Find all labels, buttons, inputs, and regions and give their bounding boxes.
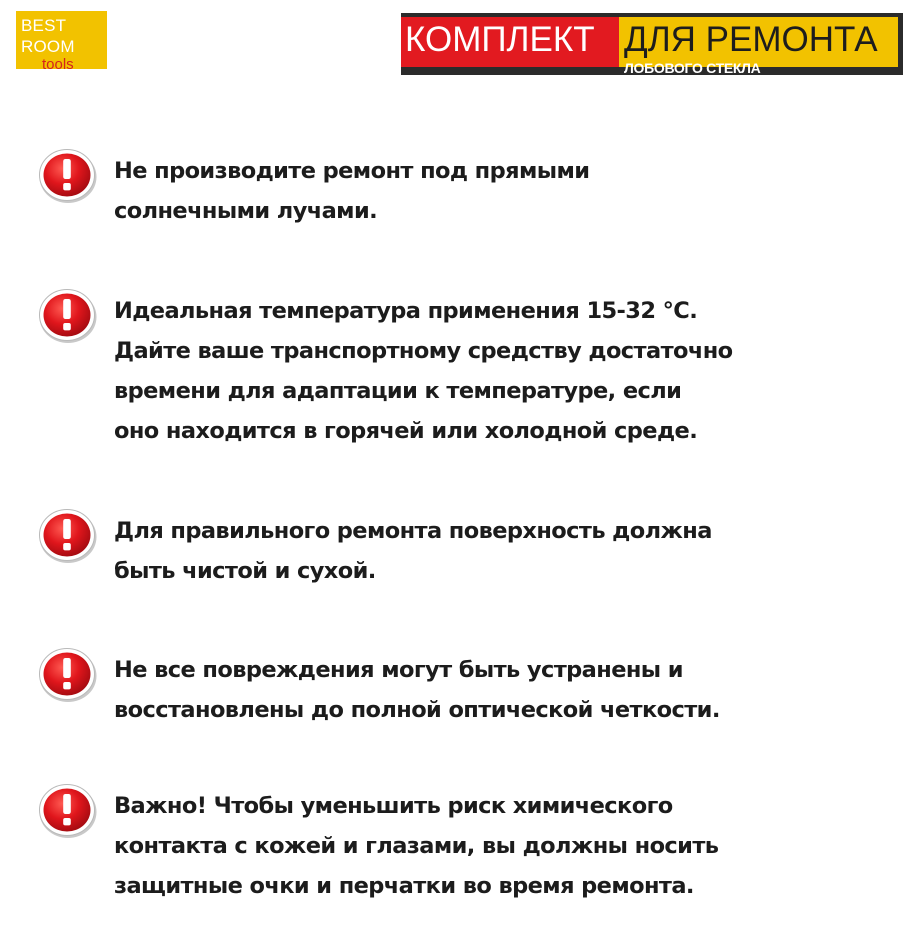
exclamation-icon — [38, 508, 98, 564]
warning-line: Для правильного ремонта поверхность должна — [114, 518, 712, 544]
banner-subtitle: ЛОБОВОГО СТЕКЛА — [624, 60, 761, 76]
exclamation-icon — [38, 647, 98, 703]
warning-line: Идеальная температура применения 15-32 °C. — [114, 298, 698, 324]
warning-line: контакта с кожей и глазами, вы должны носить — [114, 833, 719, 859]
logo-line-room: ROOM — [21, 37, 75, 56]
logo-line-tools: tools — [42, 56, 74, 73]
warning-line: оно находится в горячей или холодной среде. — [114, 418, 698, 444]
logo-line-best: BEST — [21, 16, 67, 35]
warning-text — [114, 511, 712, 591]
warning-text — [114, 151, 589, 231]
warning-line: Дайте ваше транспортному средству достаточно — [114, 338, 733, 364]
banner-title-repair: ДЛЯ РЕМОНТА — [624, 20, 878, 59]
warning-line: Не производите ремонт под прямыми — [114, 158, 590, 184]
warning-text — [114, 786, 718, 906]
exclamation-icon — [38, 783, 98, 839]
warning-line: времени для адаптации к температуре, если — [114, 378, 682, 404]
banner-title-kit: КОМПЛЕКТ — [405, 20, 595, 59]
warning-line: защитные очки и перчатки во время ремонта. — [114, 873, 694, 899]
brand-logo — [16, 11, 107, 73]
warning-text — [114, 650, 720, 730]
warning-line: быть чистой и сухой. — [114, 558, 376, 584]
exclamation-icon — [38, 288, 98, 344]
warning-line: солнечными лучами. — [114, 198, 378, 224]
warning-line: Не все повреждения могут быть устранены и — [114, 657, 683, 683]
warning-text — [114, 291, 733, 451]
exclamation-icon — [38, 148, 98, 204]
warning-line: Важно! Чтобы уменьшить риск химического — [114, 793, 673, 819]
warning-line: восстановлены до полной оптической четкости. — [114, 697, 720, 723]
